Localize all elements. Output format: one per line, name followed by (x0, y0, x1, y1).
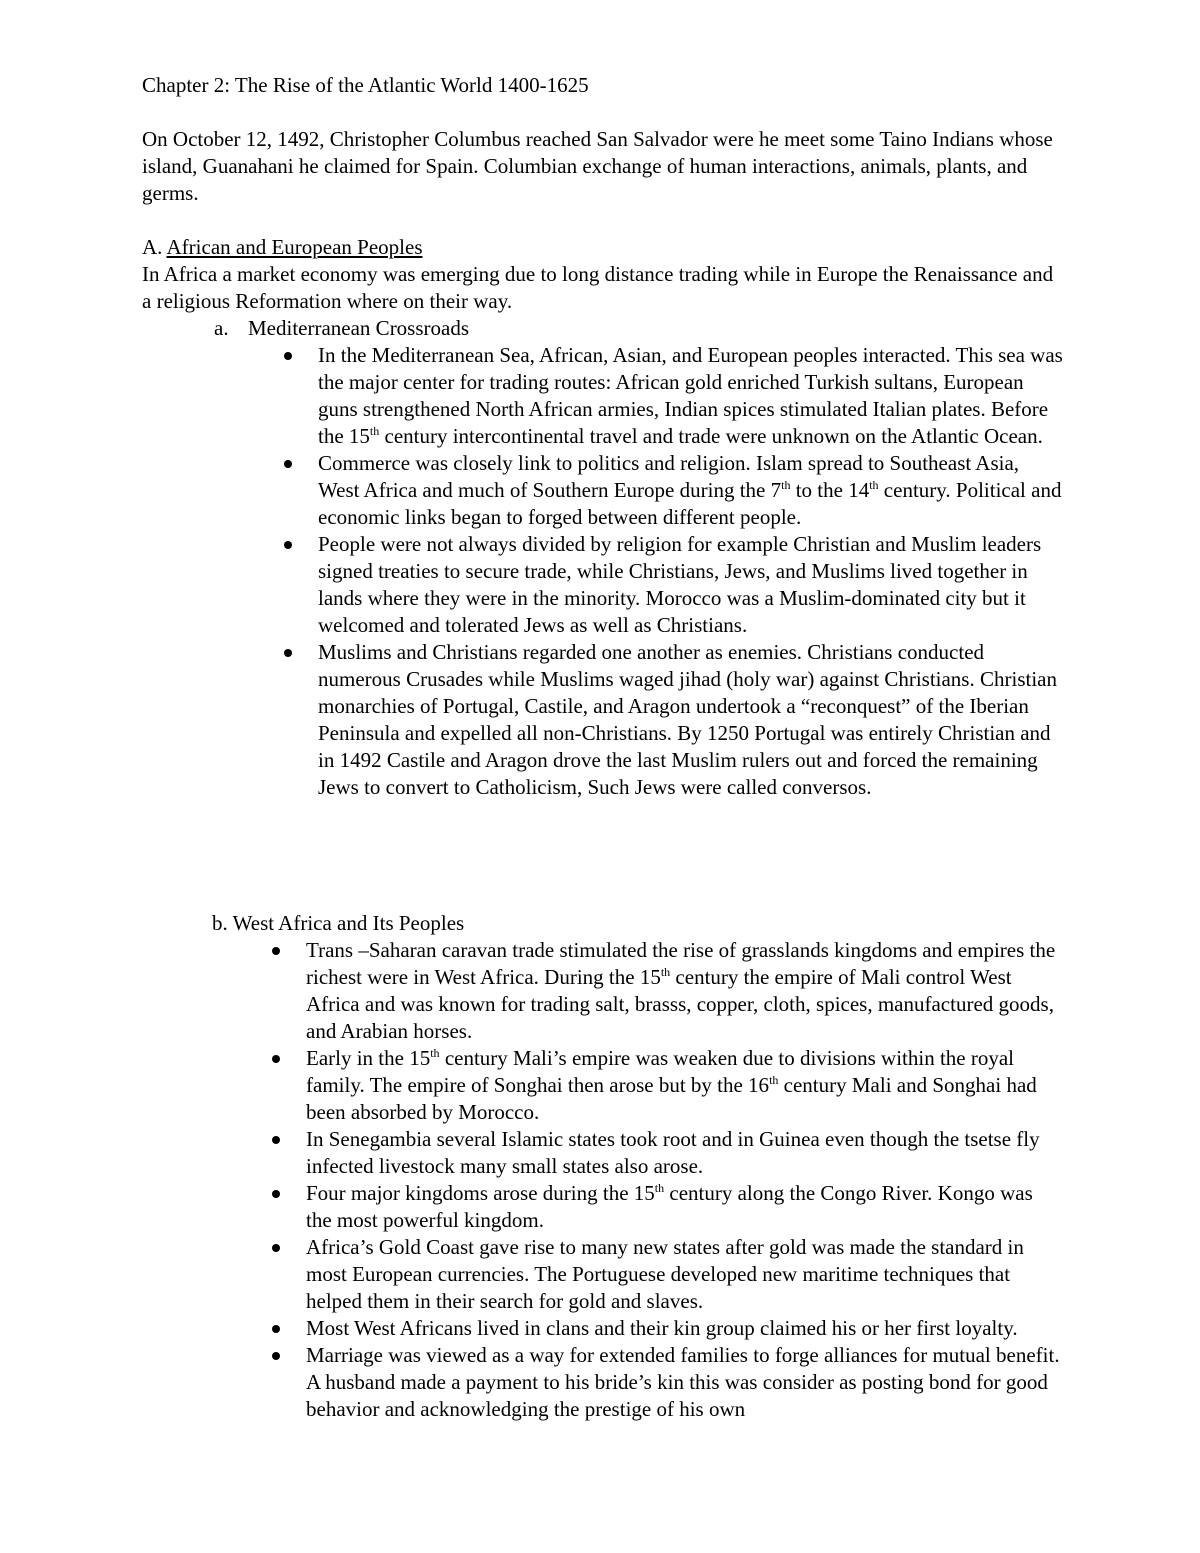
list-item: Muslims and Christians regarded one another as enemies. Christians conducted numerous Crusades while Muslims waged jihad (holy war) against Christians. Christian monarchies of Portugal, Castile, and Aragon undertook a “reconquest” of the Iberian Peninsula and expelled all non-Christians. By 1250 Portugal was entirely Christian and in 1492 Castile and Aragon drove the last Muslim rulers out and forced the remaining Jews to convert to Catholicism, Such Jews were called conversos. (318, 639, 1063, 801)
bullet-icon (272, 947, 280, 955)
bullet-icon (284, 460, 292, 468)
bullet-icon (284, 541, 292, 549)
subsection-a-marker: a. (214, 316, 229, 340)
list-item: Commerce was closely link to politics and religion. Islam spread to Southeast Asia, West Africa and much of Southern Europe during the 7th to the 14th century. Political and economic links began to forged between different people. (318, 450, 1063, 531)
document-title: Chapter 2: The Rise of the Atlantic World 1400-1625 (142, 73, 589, 97)
bullet-icon (272, 1325, 280, 1333)
list-item: Four major kingdoms arose during the 15th century along the Congo River. Kongo was the most powerful kingdom. (306, 1180, 1063, 1234)
list-item: Africa’s Gold Coast gave rise to many new states after gold was made the standard in most European currencies. The Portuguese developed new maritime techniques that helped them in their search for gold and slaves. (306, 1234, 1063, 1315)
list-item: In Senegambia several Islamic states took root and in Guinea even though the tsetse fly infected livestock many small states also arose. (306, 1126, 1063, 1180)
bullet-icon (272, 1136, 280, 1144)
bullet-icon (272, 1190, 280, 1198)
subsection-a-bullet-list (318, 342, 1063, 801)
subsection-b-bullet-list (306, 937, 1063, 1423)
list-item: Trans –Saharan caravan trade stimulated the rise of grasslands kingdoms and empires the richest were in West Africa. During the 15th century the empire of Mali control West Africa and was known for trading salt, brasss, copper, cloth, spices, manufactured goods, and Arabian horses. (306, 937, 1063, 1045)
intro-paragraph: On October 12, 1492, Christopher Columbus reached San Salvador were he meet some Taino Indians whose island, Guanahani he claimed for Spain. Columbian exchange of human interactions, animals, plants, and germs. (142, 127, 1053, 205)
subsection-a-heading (214, 315, 469, 342)
list-item: Most West Africans lived in clans and their kin group claimed his or her first loyalty. (306, 1315, 1063, 1342)
bullet-icon (272, 1352, 280, 1360)
section-a-intro: In Africa a market economy was emerging due to long distance trading while in Europe the Renaissance and a religious Reformation where on their way. (142, 262, 1054, 313)
list-item: In the Mediterranean Sea, African, Asian, and European peoples interacted. This sea was the major center for trading routes: African gold enriched Turkish sultans, European guns strengthened North African armies, Indian spices stimulated Italian plates. Before the 15th century intercontinental travel and trade were unknown on the Atlantic Ocean. (318, 342, 1063, 450)
bullet-icon (284, 352, 292, 360)
subsection-a-title: Mediterranean Crossroads (248, 316, 470, 340)
list-item: People were not always divided by religion for example Christian and Muslim leaders signed treaties to secure trade, while Christians, Jews, and Muslims lived together in lands where they were in the minority. Morocco was a Muslim-dominated city but it welcomed and tolerated Jews as well as Christians. (318, 531, 1063, 639)
list-item: Early in the 15th century Mali’s empire was weaken due to divisions within the royal family. The empire of Songhai then arose but by the 16th century Mali and Songhai had been absorbed by Morocco. (306, 1045, 1063, 1126)
bullet-icon (272, 1244, 280, 1252)
section-a-title: African and European Peoples (166, 235, 423, 259)
bullet-icon (272, 1055, 280, 1063)
list-item: Marriage was viewed as a way for extended families to forge alliances for mutual benefit. A husband made a payment to his bride’s kin this was consider as posting bond for good behavior and acknowledging the prestige of his own (306, 1342, 1063, 1423)
subsection-b-heading: b. West Africa and Its Peoples (212, 911, 465, 935)
section-a-marker: A. (142, 235, 163, 259)
section-a-heading (142, 234, 1062, 261)
bullet-icon (284, 649, 292, 657)
